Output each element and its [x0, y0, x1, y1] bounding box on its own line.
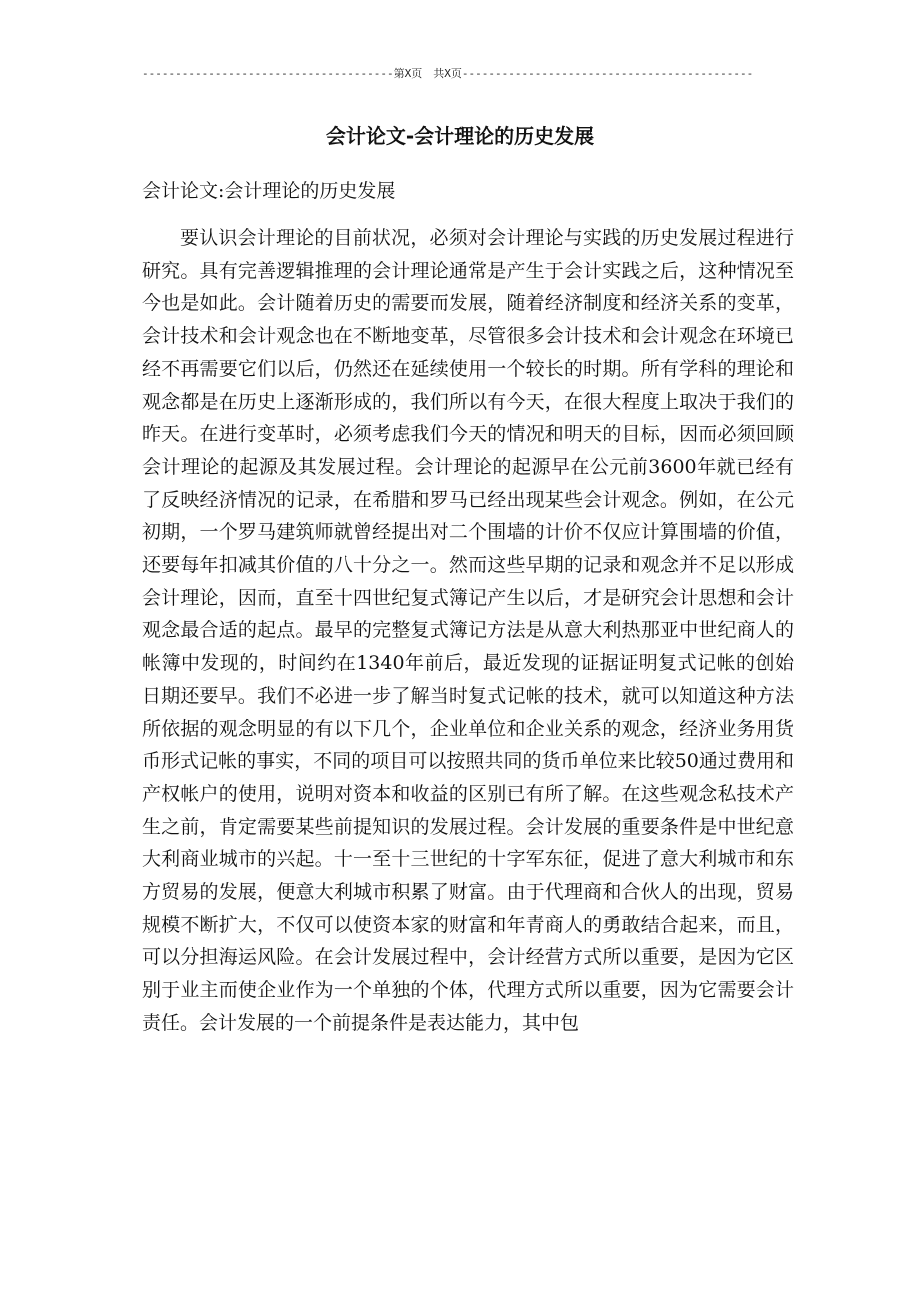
body-paragraph: 要认识会计理论的目前状况，必须对会计理论与实践的历史发展过程进行研究。具有完善逻辑推理的会计理论通常是产生于会计实践之后，这种情况至今也是如此。会计随着历史的需要而发展，随着经济制度和经济关系的变革，会计技术和会计观念也在不断地变革，尽管很多会计技术和会计观念在环境已经不再需要它们以后，仍然还在延续使用一个较长的时期。所有学科的理论和观念都是在历史上逐渐形成的，我们所以有今天，在很大程度上取决于我们的昨天。在进行变革时，必须考虑我们今天的情况和明天的目标，因而必须回顾会计理论的起源及其发展过程。会计理论的起源早在公元前3600年就已经有了反映经济情况的记录，在希腊和罗马已经出现某些会计观念。例如，在公元初期，一个罗马建筑师就曾经提出对二个围墙的计价不仅应计算围墙的价值，还要每年扣减其价值的八十分之一。然而这些早期的记录和观念并不足以形成会计理论，因而，直至十四世纪复式簿记产生以后，才是研究会计思想和会计观念最合适的起点。最早的完整复式簿记方法是从意大利热那亚中世纪商人的帐簿中发现的，时间约在1340年前后，最近发现的证据证明复式记帐的创始日期还要早。我们不必进一步了解当时复式记帐的技术，就可以知道这种方法所依据的观念明显的有以下几个，企业单位和企业关系的观念，经济业务用货币形式记帐的事实，不同的项目可以按照共同的货币单位来比较50通过费用和产权帐户的使用，说明对资本和收益的区别已有所了解。在这些观念私技术产生之前，肯定需要某些前提知识的发展过程。会计发展的重要条件是中世纪意大利商业城市的兴起。十一至十三世纪的十字军东征，促进了意大利城市和东方贸易的发展，便意大利城市积累了财富。由于代理商和合伙人的出现，贸易规模不断扩大，不仅可以使资本家的财富和年青商人的勇敢结合起来，而且，可以分担海运风险。在会计发展过程中，会计经营方式所以重要，是因为它区别于业主而使企业作为一个单独的个体，代理方式所以重要，因为它需要会计责任。会计发展的一个前提条件是表达能力，其中包 — [142, 227, 794, 1034]
page-header: --------------------------------------第X页 共X页-------------------------------------------- — [142, 67, 754, 80]
document-subtitle: 会计论文:会计理论的历史发展 — [142, 180, 396, 202]
document-title: 会计论文-会计理论的历史发展 — [325, 124, 595, 148]
